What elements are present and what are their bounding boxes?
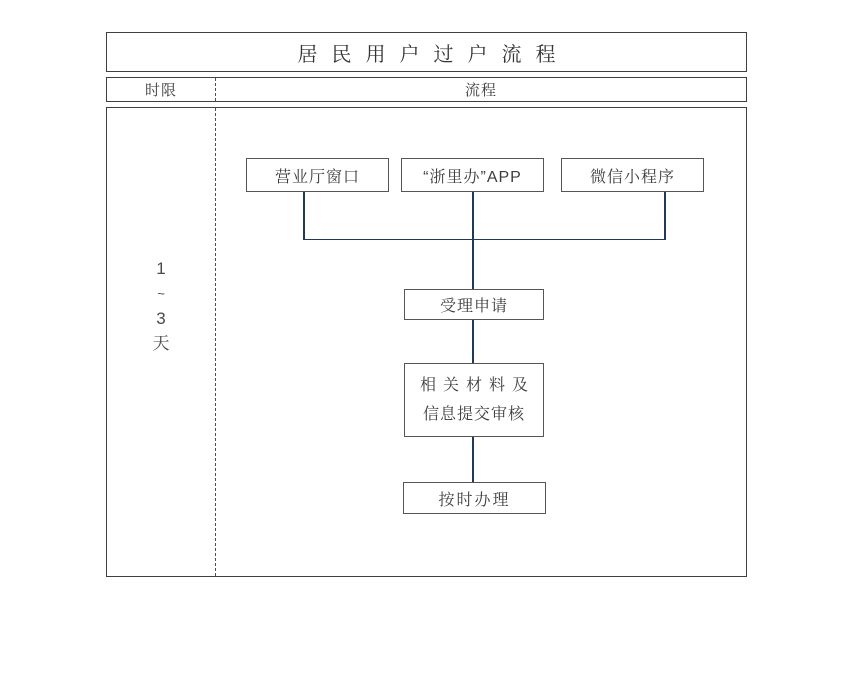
channel-box-business-hall — [246, 158, 389, 192]
time-limit-header-cell — [107, 78, 216, 101]
time-limit-tilde: ~ — [157, 286, 165, 301]
channel-box-wechat-miniprogram — [561, 158, 704, 192]
connector-step2-step3 — [472, 437, 474, 482]
step-label: 受理申请 — [439, 298, 508, 315]
page-title: 居民用户过户流程 — [297, 43, 570, 66]
step-box-materials-review — [404, 363, 544, 437]
connector-left-stub — [303, 192, 305, 240]
channel-box-zheliban-app — [401, 158, 544, 192]
connector-right-stub — [664, 192, 666, 240]
step-box-handle-on-time — [403, 482, 546, 514]
step-label-line2: 信息提交审核 — [422, 406, 525, 423]
step-label: 按时办理 — [438, 491, 511, 509]
time-limit-value-1: 1 — [156, 259, 166, 278]
time-limit-value-3: 3 — [156, 309, 166, 328]
process-table — [106, 32, 747, 577]
process-header-label: 流程 — [464, 82, 497, 99]
main-row — [106, 107, 747, 577]
connector-merge-line — [303, 239, 666, 241]
time-limit-header-label: 时限 — [144, 82, 177, 99]
step-label-line1: 相关材料及 — [419, 377, 535, 394]
title-row — [106, 32, 747, 72]
connector-step1-step2 — [472, 320, 474, 363]
channel-label: 微信小程序 — [589, 168, 675, 186]
header-row — [106, 77, 747, 102]
step-box-accept-application — [404, 289, 544, 320]
connector-middle-stub — [472, 192, 474, 289]
time-limit-unit: 天 — [152, 334, 170, 353]
flow-area — [107, 108, 746, 576]
channel-label: 营业厅窗口 — [274, 168, 360, 186]
channel-label: “浙里办”APP — [423, 168, 522, 186]
process-header-cell — [216, 78, 746, 101]
